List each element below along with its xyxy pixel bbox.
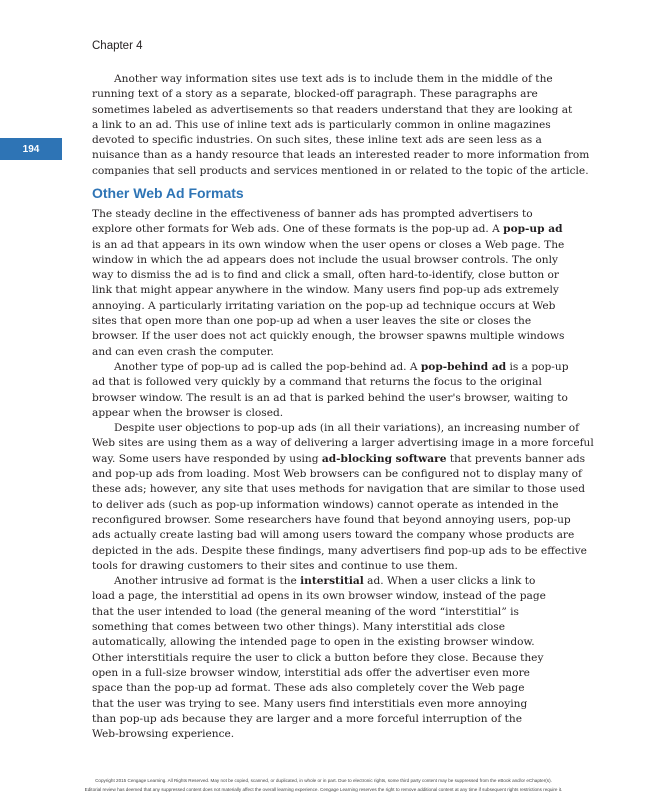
text-line: running text of a story as a separate, blocked-off paragraph. These paragraphs are [92, 88, 538, 101]
text-line: way to dismiss the ad is to find and click a small, often hard-to-identify, close button or [92, 269, 559, 282]
term-interstitial: interstitial [300, 575, 364, 588]
copyright-notice: Copyright 2015 Cengage Learning. All Rights Reserved. May not be copied, scanned, or duplicated, in whole or in part. Due to electronic rights, some third party content may be suppressed from the eBook and/or eChapter(s). [95, 778, 552, 783]
text-line: Web sites are using them as a way of delivering a larger advertising image in a more forceful [92, 437, 594, 450]
text-line: these ads; however, any site that uses methods for navigation that are similar to those used [92, 483, 586, 496]
page-number-tab: 194 [0, 138, 62, 160]
editorial-notice: Editorial review has deemed that any suppressed content does not materially affect the overall learning experience. Cengage Learning reserves the right to remove additional content at any time if subsequent rights restrictions require it. [84, 787, 563, 792]
text-line: open in a full-size browser window, interstitial ads offer the advertiser even more [92, 666, 530, 679]
text-line: The steady decline in the effectiveness of banner ads has prompted advertisers to [92, 208, 533, 220]
text-line: is an ad that appears in its own window when the user opens or closes a Web page. The [92, 238, 565, 251]
text-line: browser window. The result is an ad that is parked behind the user's browser, waiting to [92, 391, 568, 404]
text-line: devoted to specific industries. On such sites, these inline text ads are seen less as a [92, 134, 542, 147]
text-line: nuisance than as a handy resource that leads an interested reader to more information from [92, 149, 590, 162]
text-line: a link to an ad. This use of inline text ads is particularly common in online magazines [92, 118, 551, 131]
text-line: Another way information sites use text ads is to include them in the middle of the [114, 73, 553, 85]
text-line: browser. If the user does not act quickly enough, the browser spawns multiple windows [92, 330, 565, 343]
text-line: tools for drawing customers to their sites and continue to use them. [92, 559, 458, 572]
text-line: appear when the browser is closed. [92, 406, 284, 419]
text-line: and can even crash the computer. [92, 345, 274, 358]
chapter-label: Chapter 4 [92, 40, 143, 52]
text-line: ad that is followed very quickly by a command that returns the focus to the original [92, 376, 542, 389]
text-line: that the user was trying to see. Many users find interstitials even more annoying [92, 697, 528, 710]
text-line: something that comes between two other things). Many interstitial ads close [92, 621, 505, 634]
text-line: Other interstitials require the user to click a button before they close. Because they [92, 651, 544, 664]
text-line: that the user intended to load (the general meaning of the word “interstitial” is [92, 605, 519, 618]
text-line: load a page, the interstitial ad opens in its own browser window, instead of the page [92, 590, 546, 603]
term-ad-blocking-software: ad-blocking software [321, 452, 447, 465]
text-line: sites that open more than one pop-up ad when a user leaves the site or closes the [92, 315, 532, 328]
text-line: to deliver ads (such as pop-up information windows) cannot operate as intended in the [92, 498, 559, 511]
text-line: Web-browsing experience. [92, 728, 235, 741]
text-line: ads actually create lasting bad will among users toward the company whose products are [92, 529, 575, 542]
text-line: automatically, allowing the intended page to open in the existing browser window. [92, 636, 535, 649]
text-line: space than the pop-up ad format. These ads also completely cover the Web page [92, 682, 525, 695]
text-line: link that might appear anywhere in the window. Many users find pop-up ads extremely [92, 284, 559, 297]
text-line: way. Some users have responded by using ad-blocking software that prevents banner ads [92, 452, 586, 465]
term-pop-behind-ad: pop-behind ad [420, 360, 507, 373]
text-line: and pop-up ads from loading. Most Web browsers can be configured not to display many of [92, 468, 582, 481]
section-body [92, 207, 594, 742]
text-line: Despite user objections to pop-up ads (in all their variations), an increasing number of [114, 422, 580, 435]
text-line: explore other formats for Web ads. One of these formats is the pop-up ad. A pop-up ad [92, 223, 563, 236]
term-pop-up-ad: pop-up ad [503, 223, 563, 236]
section-heading: Other Web Ad Formats [92, 185, 244, 201]
text-line: companies that sell products and services mentioned in or related to the topic of the article. [92, 164, 589, 177]
text-line: annoying. A particularly irritating variation on the pop-up ad technique occurs at Web [92, 299, 556, 312]
text-line: Another intrusive ad format is the interstitial ad. When a user clicks a link to [114, 575, 536, 588]
text-line: than pop-up ads because they are larger and a more forceful interruption of the [92, 712, 523, 725]
text-line: window in which the ad appears does not include the usual browser controls. The only [92, 253, 558, 266]
text-line: Another type of pop-up ad is called the pop-behind ad. A pop-behind ad is a pop-up [114, 360, 569, 373]
text-line: depicted in the ads. Despite these findings, many advertisers find pop-up ads to be effective [92, 544, 587, 557]
intro-paragraph [92, 72, 590, 179]
text-line: sometimes labeled as advertisements so that readers understand that they are looking at [92, 103, 573, 116]
text-line: reconfigured browser. Some researchers have found that beyond annoying users, pop-up [92, 513, 571, 526]
